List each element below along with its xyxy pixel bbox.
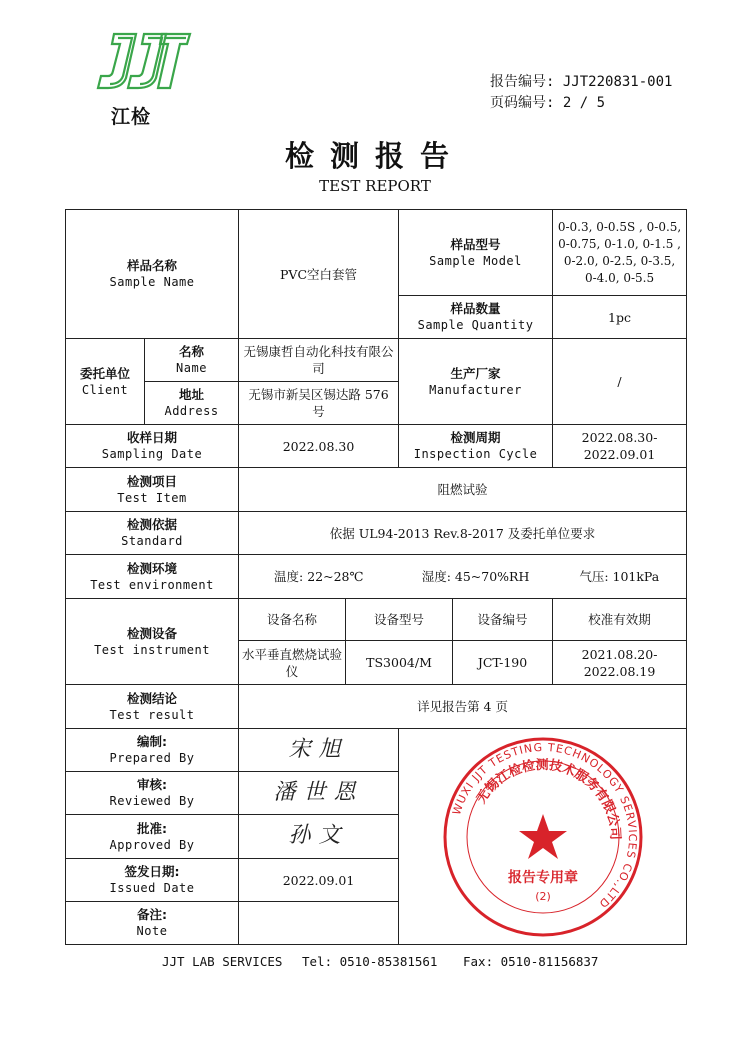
test-item-label-cn: 检测项目 [127,473,178,489]
humidity-value: 湿度: 45~70%RH [399,555,553,599]
client-name-label-en: Name [176,361,207,375]
standard-label [66,512,239,555]
inspection-cycle-label [399,425,553,468]
issued-label [66,859,239,902]
instrument-calibration-value: 2021.08.20-2022.08.19 [553,641,687,685]
page-number [490,93,672,114]
pressure-value: 气压: 101kPa [553,555,687,599]
client-label-en: Client [81,382,129,397]
svg-text:报告专用章: 报告专用章 [507,869,578,886]
manufacturer-label-cn: 生产厂家 [450,365,501,381]
reviewed-signature [239,772,399,815]
test-item-value: 阻燃试验 [239,468,687,512]
approved-label-en: Approved By [109,837,195,852]
client-label-cn: 委托单位 [79,365,130,381]
sample-quantity-label [399,296,553,339]
sample-model-value: 0-0.3, 0-0.5S , 0-0.5, 0-0.75, 0-1.0, 0-1.5 , 0-2.0, 0-2.5, 0-3.5, 0-4.0, 0-5.5 [553,210,687,296]
footer-fax: Fax: 0510-81156837 [463,954,599,969]
company-logo [92,26,202,134]
report-number [490,72,672,93]
environment-label-en: Test environment [90,577,214,592]
instrument-model-value: TS3004/M [346,641,453,685]
temperature-value: 温度: 22~28℃ [239,555,399,599]
report-number-value: JJT220831-001 [562,74,673,90]
prepared-signature [239,729,399,772]
prepared-label-en: Prepared By [109,751,195,765]
approved-signature [239,815,399,859]
report-table [65,209,687,945]
note-label-cn: 备注: [137,907,167,922]
note-value [239,902,399,945]
manufacturer-value: / [553,339,687,425]
client-name-label-cn: 名称 [179,344,205,359]
sample-model-label-cn: 样品型号 [450,236,501,252]
prepared-label-cn: 编制: [137,734,167,749]
issued-label-cn: 签发日期: [124,864,180,879]
standard-label-en: Standard [121,534,183,548]
instrument-label-en: Test instrument [94,642,210,657]
page-number-value: 2 / 5 [562,95,606,111]
footer-company: JJT LAB SERVICES [162,954,283,969]
instrument-header-model: 设备型号 [346,599,453,641]
inspection-cycle-value: 2022.08.30-2022.09.01 [553,425,687,468]
reviewed-label [66,772,239,815]
client-name-value: 无锡康哲自动化科技有限公司 [239,339,399,382]
result-value: 详见报告第 4 页 [239,685,687,729]
inspection-cycle-label-cn: 检测周期 [450,430,501,445]
instrument-header-number: 设备编号 [453,599,553,641]
instrument-label [66,599,239,685]
test-item-label [66,468,239,512]
client-address-label-en: Address [164,404,219,418]
issued-date-value: 2022.09.01 [239,859,399,902]
report-title-cn: 检测报告 [284,139,465,173]
prepared-label [66,729,239,772]
logo-chinese-text: 江检 [110,106,151,128]
sample-quantity-label-en: Sample Quantity [417,318,534,332]
report-number-label: 报告编号: [490,74,555,90]
prepared-signature-text: 宋旭 [288,736,349,762]
sample-model-label-en: Sample Model [429,253,522,268]
instrument-header-calibration: 校准有效期 [553,599,687,641]
result-label [66,685,239,729]
standard-label-cn: 检测依据 [127,517,178,532]
client-address-value: 无锡市新吴区锡达路 576 号 [239,382,399,425]
sample-name-label-en: Sample Name [109,275,195,289]
note-label [66,902,239,945]
jjt-logo-icon [92,26,192,98]
client-label [66,339,145,425]
sampling-date-label-cn: 收样日期 [127,430,178,445]
sample-quantity-value: 1pc [553,296,687,339]
result-label-en: Test result [109,707,195,722]
footer-tel: Tel: 0510-85381561 [302,954,438,969]
note-label-en: Note [136,924,168,938]
approved-label-cn: 批准: [137,820,167,836]
svg-text:WUXI JJT TESTING TECHNOLOGY SE: WUXI JJT TESTING TECHNOLOGY SERVICES CO.,LTD [449,740,639,911]
instrument-label-cn: 检测设备 [127,625,178,641]
client-address-label-cn: 地址 [179,387,205,402]
sample-quantity-label-cn: 样品数量 [450,301,501,316]
seal-cell [399,729,687,945]
instrument-header-name: 设备名称 [239,599,346,641]
report-title-en: TEST REPORT [319,177,431,195]
official-seal-icon [438,732,648,942]
reviewed-label-cn: 审核: [137,777,167,792]
inspection-cycle-label-en: Inspection Cycle [413,447,538,461]
environment-label [66,555,239,599]
sample-name-value: PVC空白套管 [239,210,399,339]
report-meta [490,72,672,114]
approved-label [66,815,239,859]
test-item-label-en: Test Item [117,490,187,505]
sampling-date-label [66,425,239,468]
client-name-label [145,339,239,382]
issued-label-en: Issued Date [109,881,195,895]
reviewed-label-en: Reviewed By [109,794,195,808]
client-address-label [145,382,239,425]
sample-model-label [399,210,553,296]
sample-name-label [66,210,239,339]
page-number-label: 页码编号: [490,95,555,111]
svg-text:(2): (2) [534,889,551,903]
manufacturer-label [399,339,553,425]
sampling-date-label-en: Sampling Date [101,447,203,461]
reviewed-signature-text: 潘世恩 [273,779,364,805]
result-label-cn: 检测结论 [127,690,178,706]
instrument-name-value: 水平垂直燃烧试验仪 [239,641,346,685]
approved-signature-text: 孙文 [288,823,349,848]
environment-label-cn: 检测环境 [127,560,178,576]
svg-text:无锡江检检测技术服务有限公司: 无锡江检检测技术服务有限公司 [473,757,622,840]
standard-value: 依据 UL94-2013 Rev.8-2017 及委托单位要求 [239,512,687,555]
instrument-number-value: JCT-190 [453,641,553,685]
sampling-date-value: 2022.08.30 [239,425,399,468]
manufacturer-label-en: Manufacturer [429,382,522,397]
sample-name-label-cn: 样品名称 [127,258,178,273]
